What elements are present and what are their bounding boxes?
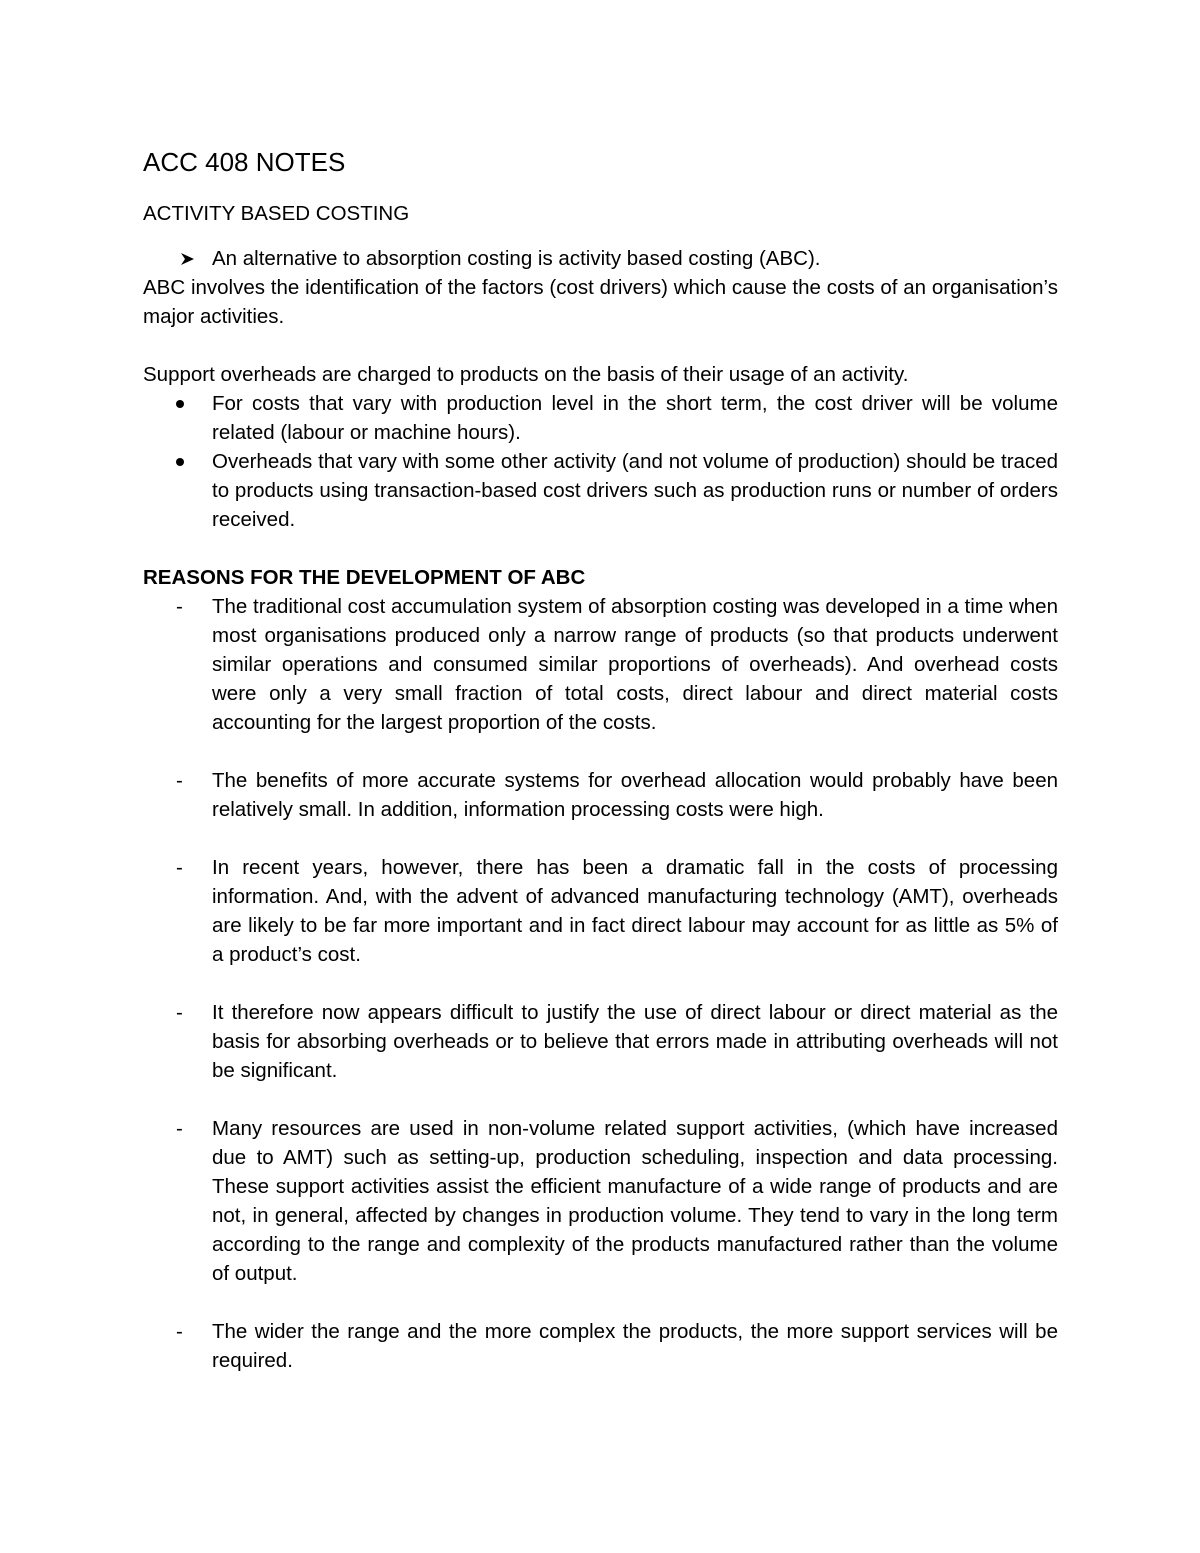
bullet-dot-icon bbox=[143, 389, 212, 418]
dash-list-item bbox=[143, 592, 1058, 737]
section-heading-reasons: REASONS FOR THE DEVELOPMENT OF ABC bbox=[143, 566, 586, 589]
bullet-list-item-text: Overheads that vary with some other activity (and not volume of production) should be traced to products using transaction-based cost drivers such as production runs or number of orders received. bbox=[212, 450, 1058, 531]
paragraph-support-overheads: Support overheads are charged to products on the basis of their usage of an activity. bbox=[143, 363, 909, 386]
arrow-list-item-text: An alternative to absorption costing is activity based costing (ABC). bbox=[212, 247, 821, 270]
dash-list-item-text: The wider the range and the more complex the products, the more support services will be required. bbox=[212, 1320, 1058, 1372]
bullet-list-item bbox=[143, 389, 1058, 447]
dash-marker: - bbox=[176, 1001, 183, 1024]
arrow-bullet-icon bbox=[143, 244, 212, 273]
dash-list-item-text: In recent years, however, there has been a dramatic fall in the costs of processing information. And, with the advent of advanced manufacturing technology (AMT), overheads are likely to be far more important and in fact direct labour may account for as little as 5% of a product’s cost. bbox=[212, 856, 1058, 966]
dash-marker: - bbox=[176, 769, 183, 792]
section-heading-activity-based-costing: ACTIVITY BASED COSTING bbox=[143, 202, 410, 225]
document-body bbox=[143, 145, 1058, 1375]
dash-list-item bbox=[143, 1114, 1058, 1288]
dash-list-item bbox=[143, 853, 1058, 969]
dash-list-item-text: The traditional cost accumulation system of absorption costing was developed in a time when most organisations produced only a narrow range of products (so that products underwent similar operations and consumed similar proportions of overheads). And overhead costs were only a very small fraction of total costs, direct labour and direct material costs accounting for the largest proportion of the costs. bbox=[212, 595, 1058, 734]
dash-marker: - bbox=[176, 1117, 183, 1140]
bullet-dot-icon bbox=[143, 447, 212, 476]
dash-list-item-text: It therefore now appears difficult to justify the use of direct labour or direct material as the basis for absorbing overheads or to believe that errors made in attributing overheads will not be significant. bbox=[212, 1001, 1058, 1082]
document-title: ACC 408 NOTES bbox=[143, 147, 346, 177]
dash-list-item bbox=[143, 1317, 1058, 1375]
dash-list-item bbox=[143, 998, 1058, 1085]
dash-list-item bbox=[143, 766, 1058, 824]
dash-list-item-text: Many resources are used in non-volume related support activities, (which have increased due to AMT) such as setting-up, production scheduling, inspection and data processing. These support activities assist the efficient manufacture of a wide range of products and are not, in general, affected by changes in production volume. They tend to vary in the long term according to the range and complexity of the products manufactured rather than the volume of output. bbox=[212, 1117, 1058, 1285]
dash-marker: - bbox=[176, 1320, 183, 1343]
dash-marker: - bbox=[176, 856, 183, 879]
paragraph-abc-definition: ABC involves the identification of the factors (cost drivers) which cause the costs of an organisation’s major activities. bbox=[143, 276, 1058, 328]
bullet-list-item-text: For costs that vary with production level in the short term, the cost driver will be volume related (labour or machine hours). bbox=[212, 392, 1058, 444]
arrow-list-item bbox=[143, 244, 1058, 273]
bullet-list-item bbox=[143, 447, 1058, 534]
dash-marker: - bbox=[176, 595, 183, 618]
dash-list-item-text: The benefits of more accurate systems for overhead allocation would probably have been relatively small. In addition, information processing costs were high. bbox=[212, 769, 1058, 821]
